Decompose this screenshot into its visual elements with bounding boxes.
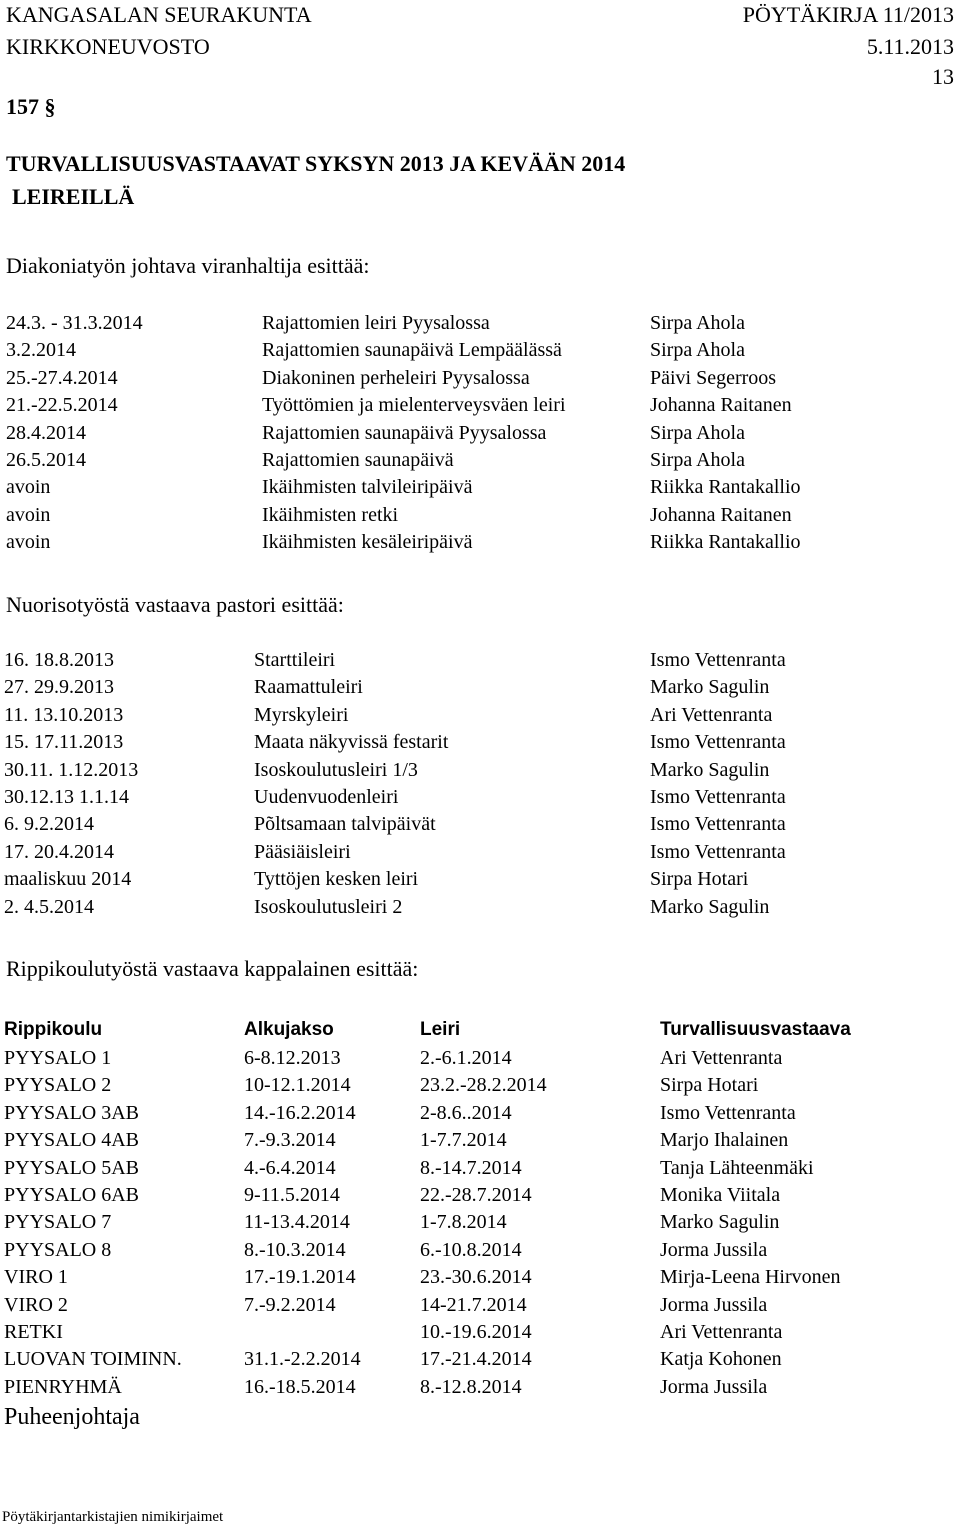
diakonia-date: 24.3. - 31.3.2014 [6, 312, 143, 334]
table-header-cell: Alkujakso [244, 1019, 334, 1040]
board-name: KIRKKONEUVOSTO [6, 34, 210, 59]
diakonia-event: Ikäihmisten retki [262, 503, 399, 526]
closing-label: Puheenjohtaja [4, 1404, 140, 1430]
diakonia-person: Riikka Rantakallio [650, 531, 801, 554]
table-cell: 14.-16.2.2014 [244, 1101, 356, 1124]
nuoriso-event: Pääsiäisleiri [254, 840, 351, 863]
table-cell: 23.-30.6.2014 [420, 1266, 532, 1289]
nuoriso-date: 15. 17.11.2013 [4, 731, 124, 754]
nuoriso-date: 30.11. 1.12.2013 [4, 758, 139, 781]
meeting-date: 5.11.2013 [866, 34, 954, 59]
table-cell: Ismo Vettenranta [660, 1101, 796, 1124]
diakonia-date: 3.2.2014 [6, 339, 76, 362]
nuoriso-date: 27. 29.9.2013 [4, 676, 114, 699]
table-cell: 7.-9.3.2014 [244, 1129, 336, 1152]
nuoriso-date: 11. 13.10.2013 [4, 703, 124, 726]
nuoriso-event: Maata näkyvissä festarit [254, 731, 449, 754]
diakonia-event: Työttömien ja mielenterveysväen leiri [262, 394, 566, 417]
diakonia-event: Diakoninen perheleiri Pyysalossa [262, 366, 530, 389]
table-cell: Jorma Jussila [660, 1375, 768, 1398]
diakonia-person: Johanna Raitanen [650, 503, 792, 526]
section-title-line2: LEIREILLÄ [12, 184, 135, 209]
document-number: PÖYTÄKIRJA 11/2013 [742, 2, 954, 27]
diakonia-person: Päivi Segerroos [650, 366, 777, 389]
diakonia-person: Riikka Rantakallio [650, 476, 801, 499]
nuoriso-date: maaliskuu 2014 [4, 868, 132, 891]
table-cell: 1-7.7.2014 [420, 1129, 507, 1152]
table-header-cell: Rippikoulu [4, 1019, 103, 1040]
nuoriso-event: Põltsamaan talvipäivät [254, 813, 436, 836]
footer-initials: Pöytäkirjantarkistajien nimikirjaimet [2, 1509, 224, 1525]
nuoriso-date: 17. 20.4.2014 [4, 840, 114, 863]
table-header-cell: Leiri [420, 1019, 461, 1040]
diakonia-event: Rajattomien saunapäivä Pyysalossa [262, 421, 547, 444]
table-cell: 2.-6.1.2014 [420, 1047, 512, 1069]
table-cell: PYYSALO 4AB [4, 1129, 140, 1152]
nuoriso-person: Ismo Vettenranta [650, 649, 786, 671]
diakonia-event: Ikäihmisten kesäleiripäivä [262, 531, 473, 554]
table-cell: 1-7.8.2014 [420, 1211, 507, 1234]
diakonia-event: Rajattomien leiri Pyysalossa [262, 312, 490, 334]
diakonia-person: Sirpa Ahola [650, 421, 745, 444]
table-cell: 9-11.5.2014 [244, 1184, 340, 1206]
nuoriso-event: Uudenvuodenleiri [254, 786, 399, 808]
diakonia-event: Rajattomien saunapäivä Lempäälässä [262, 339, 562, 362]
table-cell: 10.-19.6.2014 [420, 1321, 532, 1343]
diakonia-date: avoin [6, 476, 51, 499]
table-cell: LUOVAN TOIMINN. [4, 1348, 182, 1371]
diakonia-event: Rajattomien saunapäivä [262, 449, 454, 471]
table-header-cell: Turvallisuusvastaava [660, 1019, 851, 1040]
nuoriso-date: 30.12.13 1.1.14 [4, 786, 129, 808]
table-cell: Tanja Lähteenmäki [660, 1156, 814, 1179]
table-cell: Marjo Ihalainen [660, 1129, 789, 1152]
table-cell: 4.-6.4.2014 [244, 1156, 336, 1179]
nuoriso-date: 16. 18.8.2013 [4, 649, 114, 671]
table-cell: 16.-18.5.2014 [244, 1375, 356, 1398]
diakonia-date: avoin [6, 531, 51, 554]
table-cell: VIRO 2 [4, 1293, 68, 1316]
section-number: 157 § [6, 94, 56, 119]
table-cell: 17.-19.1.2014 [244, 1266, 356, 1289]
table-cell: 8.-10.3.2014 [244, 1238, 346, 1261]
diakonia-person: Sirpa Ahola [650, 449, 745, 471]
table-cell: PYYSALO 8 [4, 1238, 112, 1261]
table-cell: 6-8.12.2013 [244, 1047, 341, 1069]
table-cell: 6.-10.8.2014 [420, 1238, 522, 1261]
table-cell: 31.1.-2.2.2014 [244, 1348, 361, 1371]
nuoriso-person: Ismo Vettenranta [650, 813, 786, 836]
diakonia-date: 25.-27.4.2014 [6, 366, 118, 389]
nuoriso-person: Marko Sagulin [650, 758, 770, 781]
diakonia-date: 26.5.2014 [6, 449, 86, 471]
section-title-line1: TURVALLISUUSVASTAAVAT SYKSYN 2013 JA KEVÄÄN 2014 [6, 151, 626, 176]
nuoriso-event: Raamattuleiri [254, 676, 363, 699]
diakonia-date: avoin [6, 503, 51, 526]
diakonia-person: Sirpa Ahola [650, 339, 745, 362]
table-cell: PYYSALO 3AB [4, 1101, 140, 1124]
diakonia-person: Johanna Raitanen [650, 394, 792, 417]
nuoriso-person: Ismo Vettenranta [650, 786, 786, 808]
nuoriso-event: Isoskoulutusleiri 2 [254, 895, 403, 918]
table-cell: Ari Vettenranta [660, 1047, 783, 1069]
diakonia-event: Ikäihmisten talvileiripäivä [262, 476, 473, 499]
org-name: KANGASALAN SEURAKUNTA [6, 2, 312, 27]
table-cell: Katja Kohonen [660, 1348, 782, 1371]
nuoriso-event: Tyttöjen kesken leiri [254, 868, 419, 891]
nuoriso-person: Ari Vettenranta [650, 703, 773, 726]
rippikoulu-heading: Rippikoulutyöstä vastaava kappalainen esittää: [6, 956, 419, 981]
table-cell: 22.-28.7.2014 [420, 1184, 532, 1206]
nuoriso-date: 2. 4.5.2014 [4, 895, 94, 918]
nuoriso-person: Marko Sagulin [650, 895, 770, 918]
diakonia-date: 28.4.2014 [6, 421, 86, 444]
nuoriso-person: Marko Sagulin [650, 676, 770, 699]
table-cell: 23.2.-28.2.2014 [420, 1074, 547, 1097]
table-cell: Mirja-Leena Hirvonen [660, 1266, 841, 1289]
table-cell: PIENRYHMÄ [4, 1375, 122, 1398]
table-cell: 14-21.7.2014 [420, 1293, 527, 1316]
nuoriso-event: Myrskyleiri [254, 703, 349, 726]
table-cell: Jorma Jussila [660, 1238, 768, 1261]
table-cell: PYYSALO 1 [4, 1047, 112, 1069]
table-cell: Jorma Jussila [660, 1293, 768, 1316]
table-cell: 8.-14.7.2014 [420, 1156, 522, 1179]
diakonia-person: Sirpa Ahola [650, 312, 745, 334]
table-cell: Marko Sagulin [660, 1211, 780, 1234]
table-cell: PYYSALO 2 [4, 1074, 112, 1097]
table-cell: 8.-12.8.2014 [420, 1375, 522, 1398]
table-cell: Sirpa Hotari [660, 1074, 759, 1097]
table-cell: 7.-9.2.2014 [244, 1293, 336, 1316]
nuoriso-event: Isoskoulutusleiri 1/3 [254, 758, 418, 781]
table-cell: 17.-21.4.2014 [420, 1348, 532, 1371]
table-cell: VIRO 1 [4, 1266, 68, 1289]
table-cell: Monika Viitala [660, 1184, 781, 1206]
nuoriso-heading: Nuorisotyöstä vastaava pastori esittää: [6, 592, 344, 617]
table-cell: 2-8.6..2014 [420, 1101, 512, 1124]
diakonia-date: 21.-22.5.2014 [6, 394, 118, 417]
nuoriso-person: Sirpa Hotari [650, 868, 749, 891]
table-cell: 11-13.4.2014 [244, 1211, 350, 1234]
nuoriso-person: Ismo Vettenranta [650, 731, 786, 754]
table-cell: Ari Vettenranta [660, 1321, 783, 1343]
table-cell: 10-12.1.2014 [244, 1074, 351, 1097]
table-cell: PYYSALO 6AB [4, 1184, 140, 1206]
table-cell: PYYSALO 7 [4, 1211, 112, 1234]
table-cell: PYYSALO 5AB [4, 1156, 140, 1179]
nuoriso-person: Ismo Vettenranta [650, 840, 786, 863]
nuoriso-date: 6. 9.2.2014 [4, 813, 94, 836]
page-number: 13 [932, 64, 954, 89]
diakonia-heading: Diakoniatyön johtava viranhaltija esittää: [6, 253, 370, 278]
table-cell: RETKI [4, 1321, 63, 1343]
nuoriso-event: Starttileiri [254, 649, 336, 671]
